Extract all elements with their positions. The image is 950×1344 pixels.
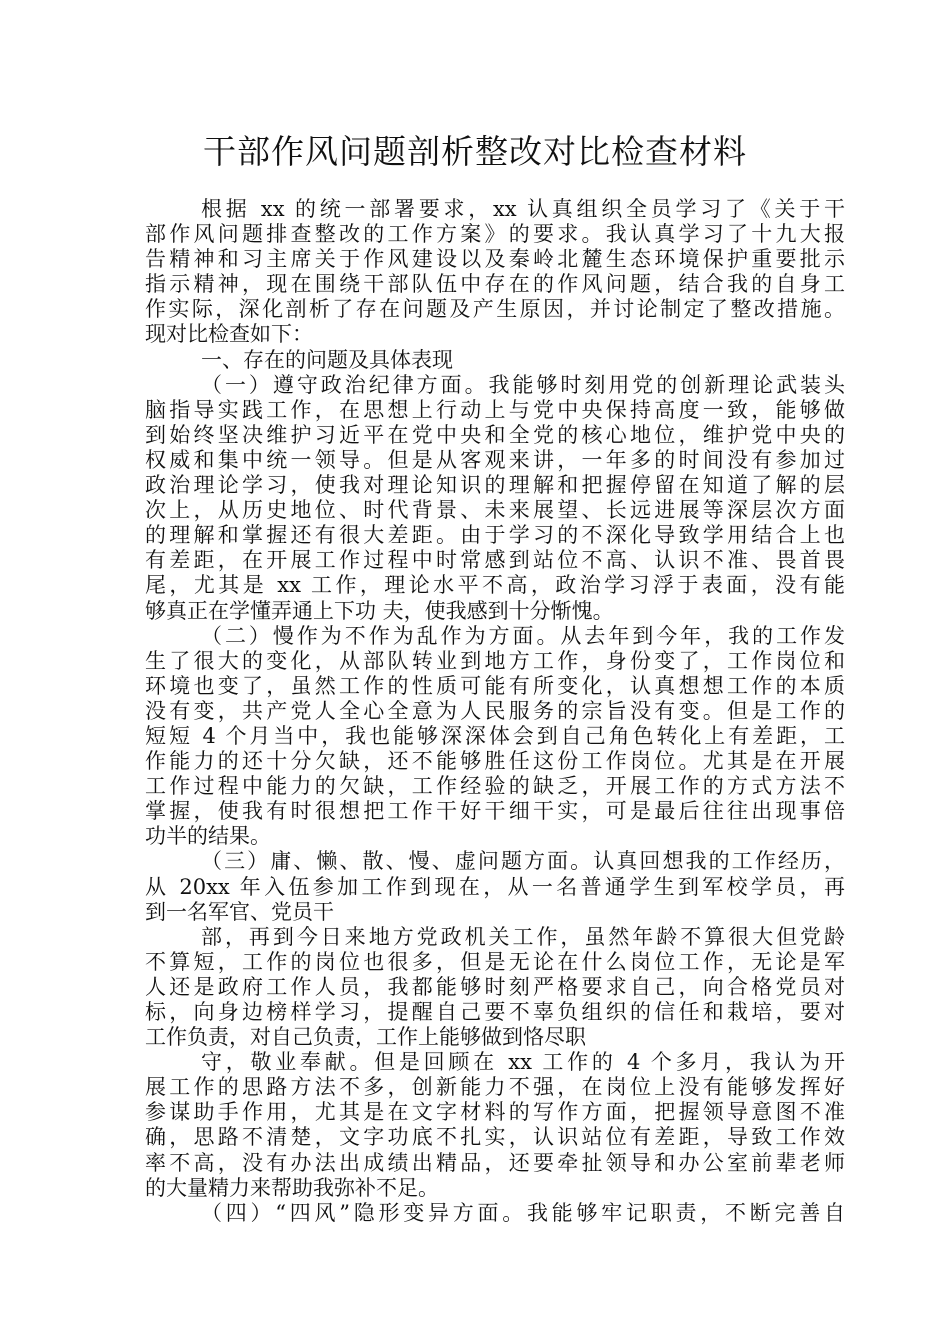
text-line: 到始终坚决维护习近平在党中央和全党的核心地位，维护党中央的 <box>145 422 845 447</box>
text-line: 功半的结果。 <box>145 824 271 849</box>
text-line: 部作风问题排查整改的工作方案》的要求。我认真学习了十九大报 <box>145 222 845 247</box>
text-line: （二）慢作为不作为乱作为方面。从去年到今年，我的工作发 <box>201 623 845 648</box>
text-line: 作能力的还十分欠缺，还不能够胜任这份工作岗位。尤其是在开展 <box>145 749 845 774</box>
text-line: 告精神和习主席关于作风建设以及秦岭北麓生态环境保护重要批示 <box>145 247 845 272</box>
text-line: 有差距，在开展工作过程中时常感到站位不高、认识不准、畏首畏 <box>145 548 845 573</box>
text-line: 尾，尤其是 xx 工作，理论水平不高，政治学习浮于表面，没有能 <box>145 573 845 598</box>
text-line: 守，敬业奉献。但是回顾在 xx 工作的 4 个多月，我认为开 <box>201 1050 845 1075</box>
text-line: 够真正在学懂弄通上下功 夫，使我感到十分惭愧。 <box>145 598 614 623</box>
text-line: 次上，从历史地位、时代背景、未来展望、长远进展等深层次方面 <box>145 498 845 523</box>
document-body <box>145 197 845 1226</box>
text-line: 没有变，共产党人全心全意为人民服务的宗旨没有变。但是工作的 <box>145 698 845 723</box>
text-line: （三）庸、懒、散、慢、虚问题方面。认真回想我的工作经历， <box>201 849 845 874</box>
text-line: 作实际，深化剖析了存在问题及产生原因，并讨论制定了整改措施。 <box>145 297 845 322</box>
text-line: 的大量精力来帮助我弥补不足。 <box>145 1175 439 1200</box>
text-line: 标，向身边榜样学习，提醒自己要不辜负组织的信任和栽培，要对 <box>145 1000 845 1024</box>
text-line: 短短 4 个月当中，我也能够深深体会到自己角色转化上有差距，工 <box>145 723 845 748</box>
text-line: 不算短，工作的岗位也很多，但是无论在什么岗位工作，无论是军 <box>145 949 845 974</box>
text-line: 工作负责，对自己负责，工作上能够做到恪尽职 <box>145 1025 586 1050</box>
text-line: 一、存在的问题及具体表现 <box>201 347 453 372</box>
text-line: 生了很大的变化，从部队转业到地方工作，身份变了，工作岗位和 <box>145 648 845 673</box>
text-line: 人还是政府工作人员，我都能够时刻严格要求自己，向合格党员对 <box>145 974 845 999</box>
text-line: 政治理论学习，使我对理论知识的理解和把握停留在知道了解的层 <box>145 473 845 498</box>
text-line: 率不高，没有办法出成绩出精品，还要牵扯领导和办公室前辈老师 <box>145 1150 845 1175</box>
text-line: 从 20xx 年入伍参加工作到现在，从一名普通学生到军校学员，再 <box>145 874 845 899</box>
text-line: 脑指导实践工作，在思想上行动上与党中央保持高度一致，能够做 <box>145 397 845 422</box>
text-line: 参谋助手作用，尤其是在文字材料的写作方面，把握领导意图不准 <box>145 1100 845 1125</box>
text-line: 掌握，使我有时很想把工作干好干细干实，可是最后往往出现事倍 <box>145 799 845 824</box>
document-title: 干部作风问题剖析整改对比检查材料 <box>203 132 747 171</box>
text-line: 权威和集中统一领导。但是从客观来讲，一年多的时间没有参加过 <box>145 447 845 472</box>
text-line: （一）遵守政治纪律方面。我能够时刻用党的创新理论武装头 <box>201 372 845 397</box>
text-line: 确，思路不清楚，文字功底不扎实，认识站位有差距，导致工作效 <box>145 1125 845 1150</box>
text-line: 指示精神，现在围绕干部队伍中存在的作风问题，结合我的自身工 <box>145 272 845 297</box>
text-line: 根据 xx 的统一部署要求，xx 认真组织全员学习了《关于干 <box>201 197 845 221</box>
text-line: 展工作的思路方法不多，创新能力不强，在岗位上没有能够发挥好 <box>145 1075 845 1100</box>
text-line: 的理解和掌握还有很大差距。由于学习的不深化导致学用结合上也 <box>145 523 845 548</box>
text-line: （四）“四风”隐形变异方面。我能够牢记职责，不断完善自 <box>201 1200 845 1225</box>
text-line: 环境也变了，虽然工作的性质可能有所变化，认真想想工作的本质 <box>145 673 845 698</box>
text-line: 工作过程中能力的欠缺，工作经验的缺乏，开展工作的方式方法不 <box>145 774 845 799</box>
text-line: 现对比检查如下： <box>145 322 313 347</box>
text-line: 到一名军官、党员干 <box>145 899 334 924</box>
text-line: 部，再到今日来地方党政机关工作，虽然年龄不算很大但党龄 <box>201 924 845 949</box>
